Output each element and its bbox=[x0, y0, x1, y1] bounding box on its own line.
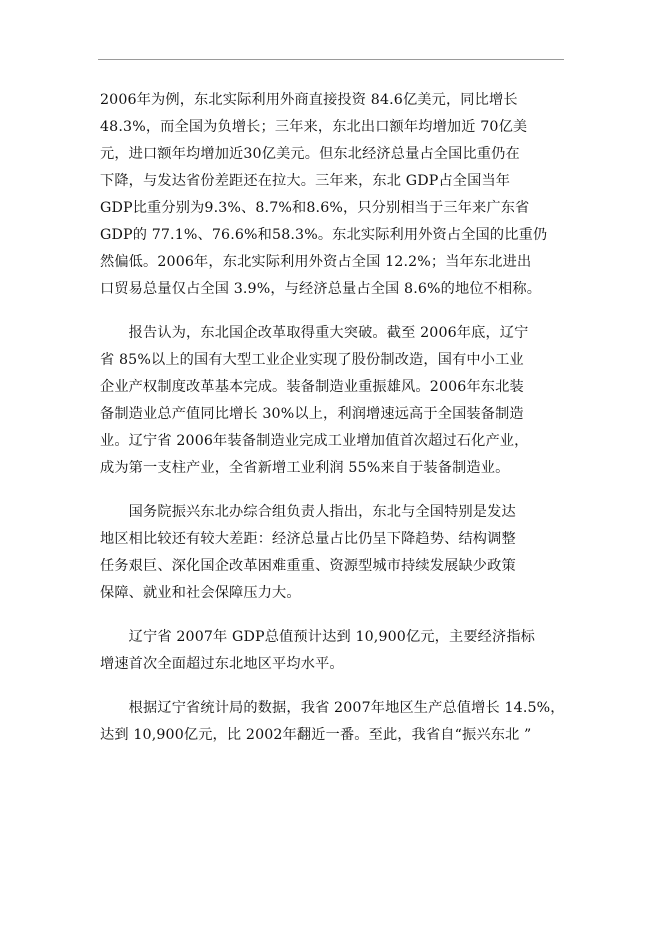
text-line: 下降，与发达省份差距还在拉大。三年来，东北 GDP占全国当年 bbox=[100, 173, 511, 189]
paragraph-3 bbox=[100, 499, 570, 607]
header-divider bbox=[98, 59, 564, 60]
paragraph-spacing bbox=[100, 678, 570, 695]
paragraph-spacing bbox=[100, 303, 570, 320]
text-line: 保障、就业和社会保障压力大。 bbox=[100, 585, 301, 601]
text-line: 业。辽宁省 2006年装备制造业完成工业增加值首次超过石化产业， bbox=[100, 433, 529, 449]
text-line: 地区相比较还有较大差距：经济总量占比仍呈下降趋势、结构调整 bbox=[100, 531, 516, 547]
text-line: 辽宁省 2007年 GDP总值预计达到 10,900亿元，主要经济指标 bbox=[100, 629, 536, 645]
text-line: 备制造业总产值同比增长 30%以上，利润增速远高于全国装备制造 bbox=[100, 406, 524, 422]
text-line: 企业产权制度改革基本完成。装备制造业重振雄风。2006年东北装 bbox=[100, 379, 524, 395]
paragraph-spacing bbox=[100, 607, 570, 624]
text-line: 根据辽宁省统计局的数据，我省 2007年地区生产总值增长 14.5%， bbox=[100, 700, 565, 716]
text-line: 48.3%，而全国为负增长；三年来，东北出口额年均增加近 70亿美 bbox=[100, 119, 528, 135]
paragraph-spacing bbox=[100, 482, 570, 499]
text-line: 省 85%以上的国有大型工业企业实现了股份制改造，国有中小工业 bbox=[100, 352, 524, 368]
text-line: 然偏低。2006年，东北实际利用外资占全国 12.2%；当年东北进出 bbox=[100, 254, 532, 270]
text-line: 报告认为，东北国企改革取得重大突破。截至 2006年底，辽宁 bbox=[100, 325, 529, 341]
text-line: 2006年为例，东北实际利用外商直接投资 84.6亿美元，同比增长 bbox=[100, 92, 518, 108]
paragraph-5 bbox=[100, 695, 570, 749]
text-line: 口贸易总量仅占全国 3.9%，与经济总量占全国 8.6%的地位不相称。 bbox=[100, 281, 542, 297]
text-line: 增速首次全面超过东北地区平均水平。 bbox=[100, 656, 344, 672]
text-line: 达到 10,900亿元，比 2002年翻近一番。至此，我省自“振兴东北 ” bbox=[100, 727, 532, 743]
text-line: 任务艰巨、深化国企改革困难重重、资源型城市持续发展缺少政策 bbox=[100, 558, 516, 574]
text-line: 元，进口额年均增加近30亿美元。但东北经济总量占全国比重仍在 bbox=[100, 146, 520, 162]
paragraph-2 bbox=[100, 320, 570, 482]
text-line: GDP比重分别为9.3%、8.7%和8.6%，只分别相当于三年来广东省 bbox=[100, 200, 530, 216]
paragraph-4 bbox=[100, 624, 570, 678]
text-line: 成为第一支柱产业，全省新增工业利润 55%来自于装备制造业。 bbox=[100, 460, 510, 476]
text-line: GDP的 77.1%、76.6%和58.3%。东北实际利用外资占全国的比重仍 bbox=[100, 227, 548, 243]
paragraph-1 bbox=[100, 87, 570, 303]
text-line: 国务院振兴东北办综合组负责人指出，东北与全国特别是发达 bbox=[100, 504, 516, 520]
document-body bbox=[100, 87, 570, 749]
